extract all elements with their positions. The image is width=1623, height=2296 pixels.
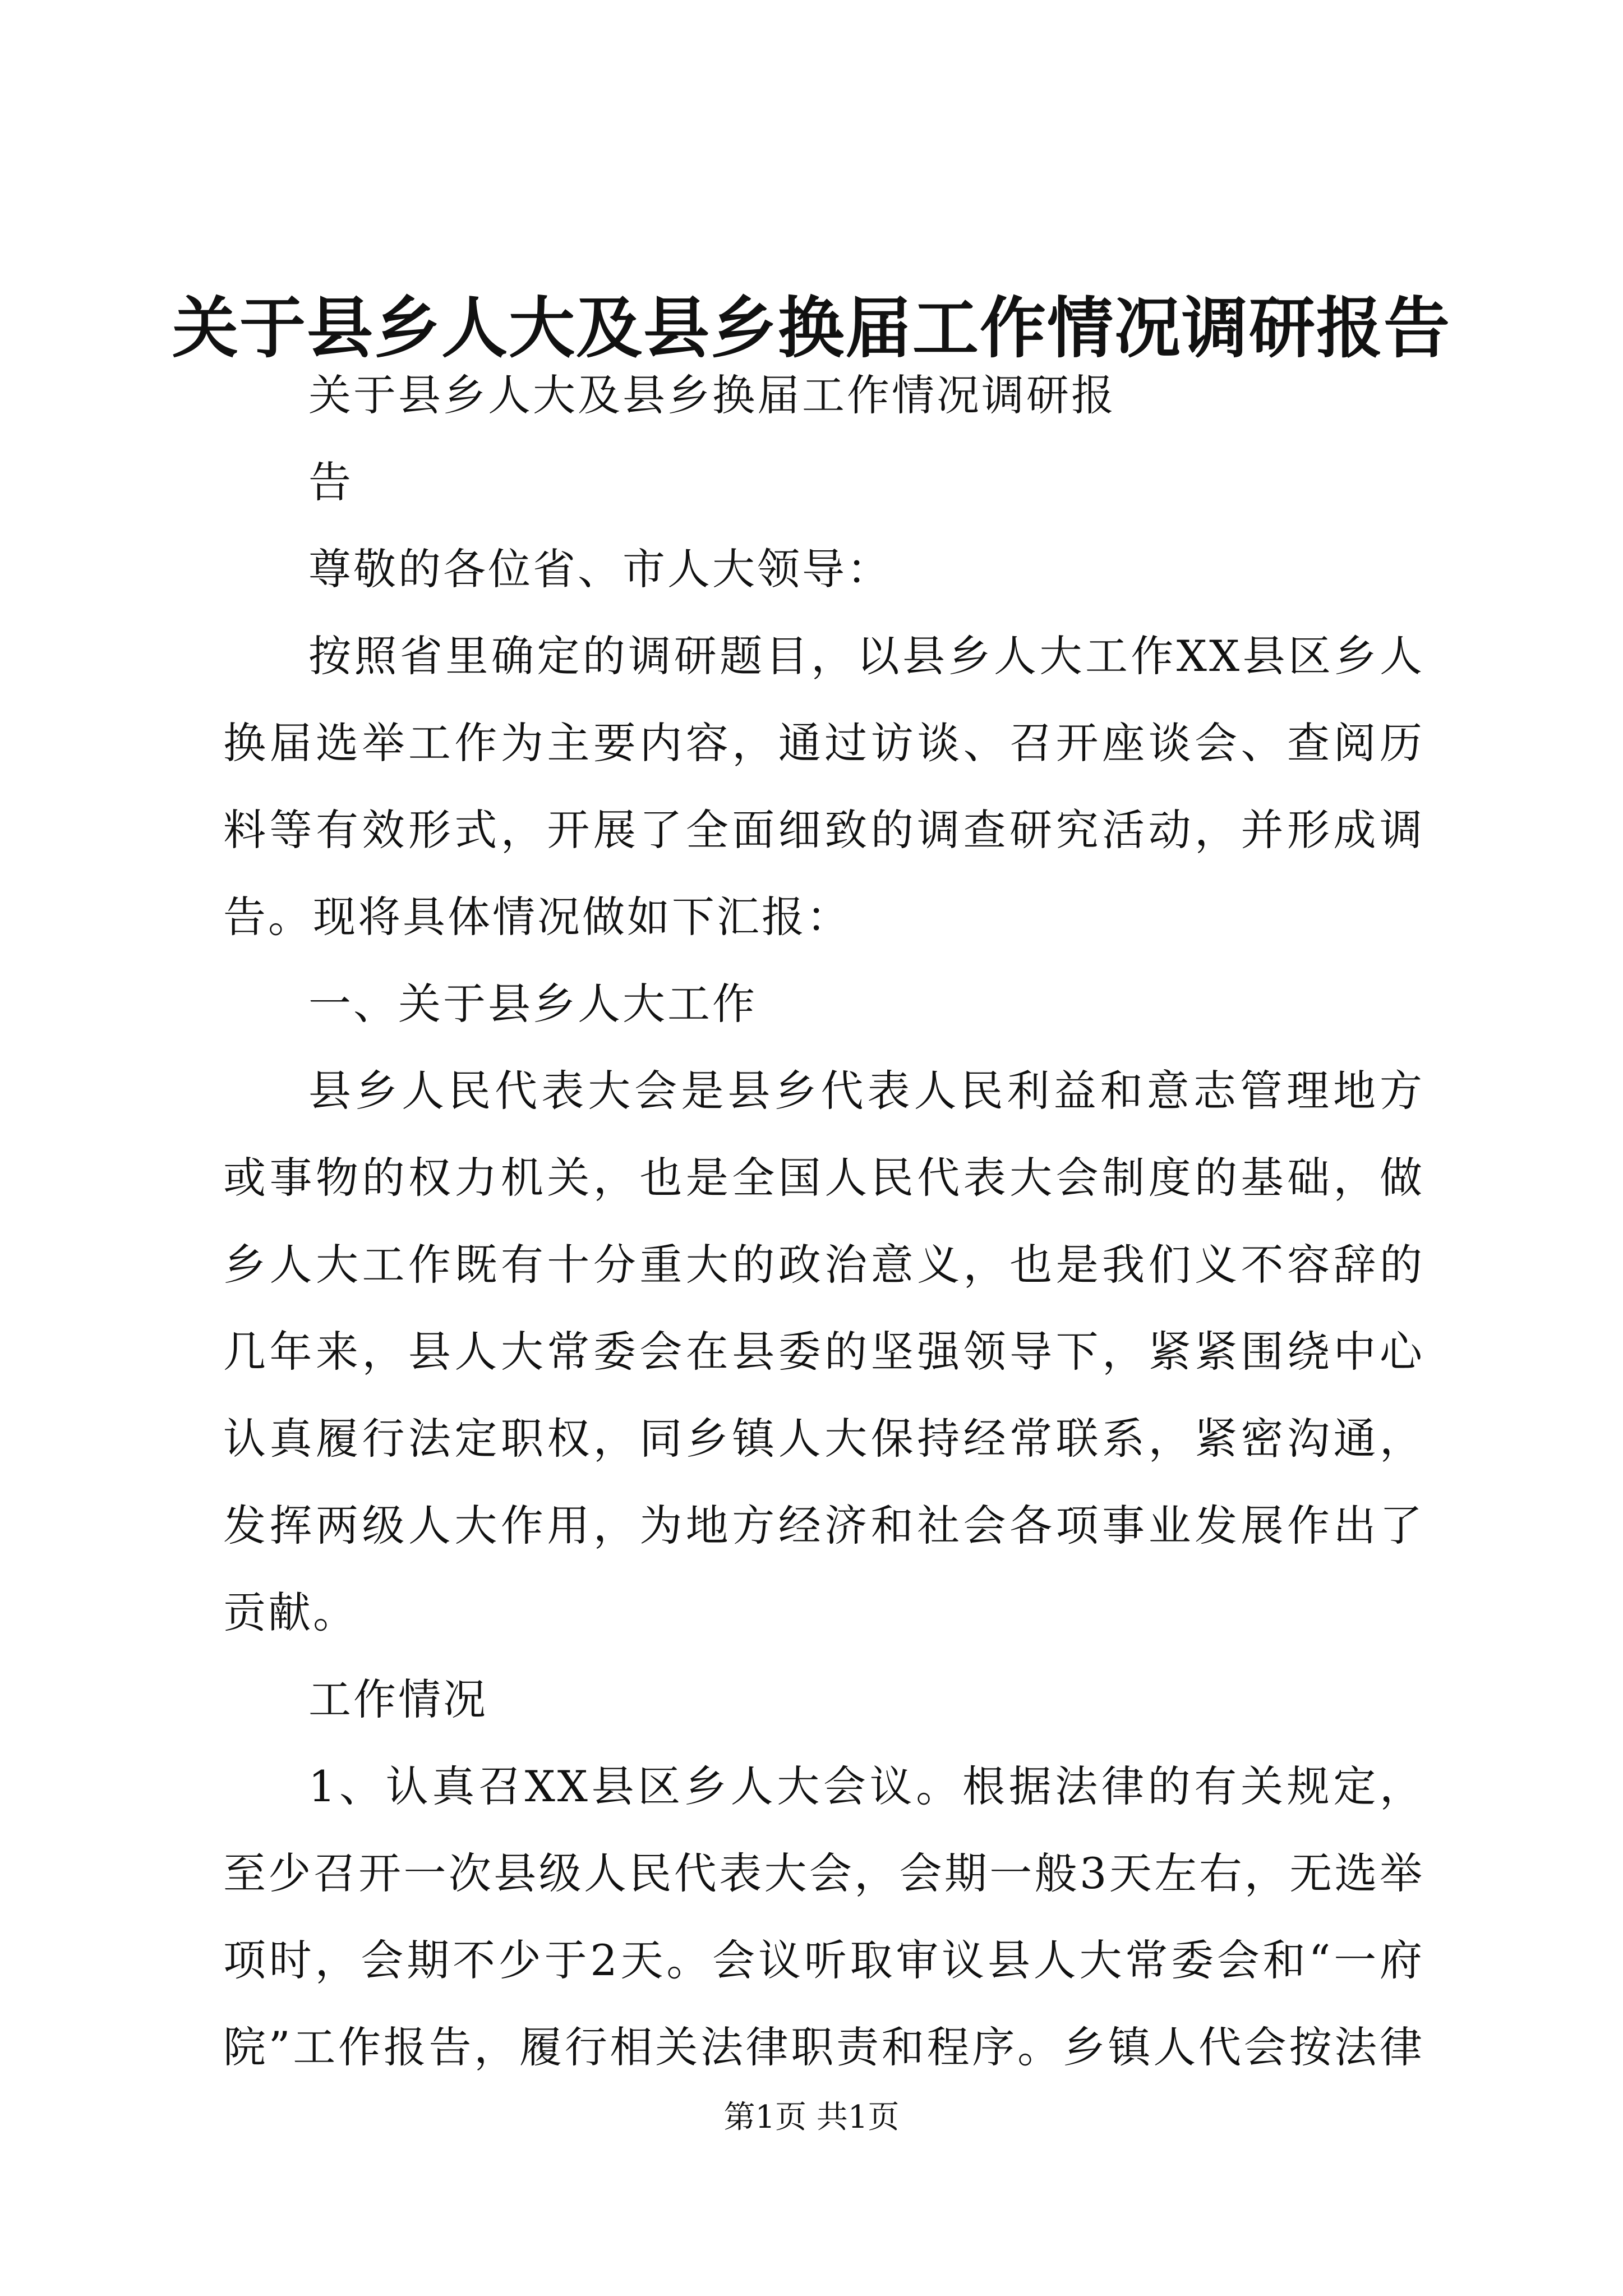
paragraph-line: 发挥两级人大作用，为地方经济和社会各项事业发展作出了 — [223, 1501, 1424, 1550]
section-heading: 一、关于县乡人大工作 — [308, 979, 757, 1029]
paragraph-line: 料等有效形式，开展了全面细致的调查研究活动，并形成调 — [223, 805, 1424, 855]
paragraph-line: 乡人大工作既有十分重大的政治意义，也是我们义不容辞的 — [223, 1240, 1424, 1290]
subtitle-line-2: 告 — [308, 457, 353, 507]
document-title: 关于县乡人大及县乡换届工作情况调研报告 — [172, 289, 1451, 367]
paragraph-line: 换届选举工作为主要内容，通过访谈、召开座谈会、查阅历 — [223, 718, 1424, 768]
subsection-heading: 工作情况 — [308, 1674, 488, 1724]
paragraph-line: 至少召开一次县级人民代表大会，会期一般3天左右，无选举 — [223, 1848, 1424, 1898]
paragraph-line: 1、认真召XX县区乡人大会议。根据法律的有关规定， — [308, 1761, 1424, 1811]
paragraph-line: 或事物的权力机关，也是全国人民代表大会制度的基础，做 — [223, 1153, 1424, 1203]
paragraph-line: 院”工作报告，履行相关法律职责和程序。乡镇人代会按法律 — [223, 2022, 1424, 2072]
paragraph-line: 项时，会期不少于2天。会议听取审议县人大常委会和“一府 — [223, 1935, 1424, 1985]
paragraph-line: 县乡人民代表大会是县乡代表人民利益和意志管理地方 — [308, 1066, 1424, 1116]
page-footer: 第1页 共1页 — [723, 2099, 900, 2136]
salutation: 尊敬的各位省、市人大领导： — [308, 544, 892, 594]
paragraph-line: 贡献。 — [223, 1588, 358, 1637]
paragraph-line: 按照省里确定的调研题目，以县乡人大工作XX县区乡人 — [308, 631, 1424, 681]
subtitle-line-1: 关于县乡人大及县乡换届工作情况调研报 — [308, 370, 1116, 420]
paragraph-line: 告。现将具体情况做如下汇报： — [223, 892, 851, 942]
paragraph-line: 认真履行法定职权，同乡镇人大保持经常联系，紧密沟通， — [223, 1414, 1424, 1464]
paragraph-line: 几年来，县人大常委会在县委的坚强领导下，紧紧围绕中心 — [223, 1327, 1424, 1377]
